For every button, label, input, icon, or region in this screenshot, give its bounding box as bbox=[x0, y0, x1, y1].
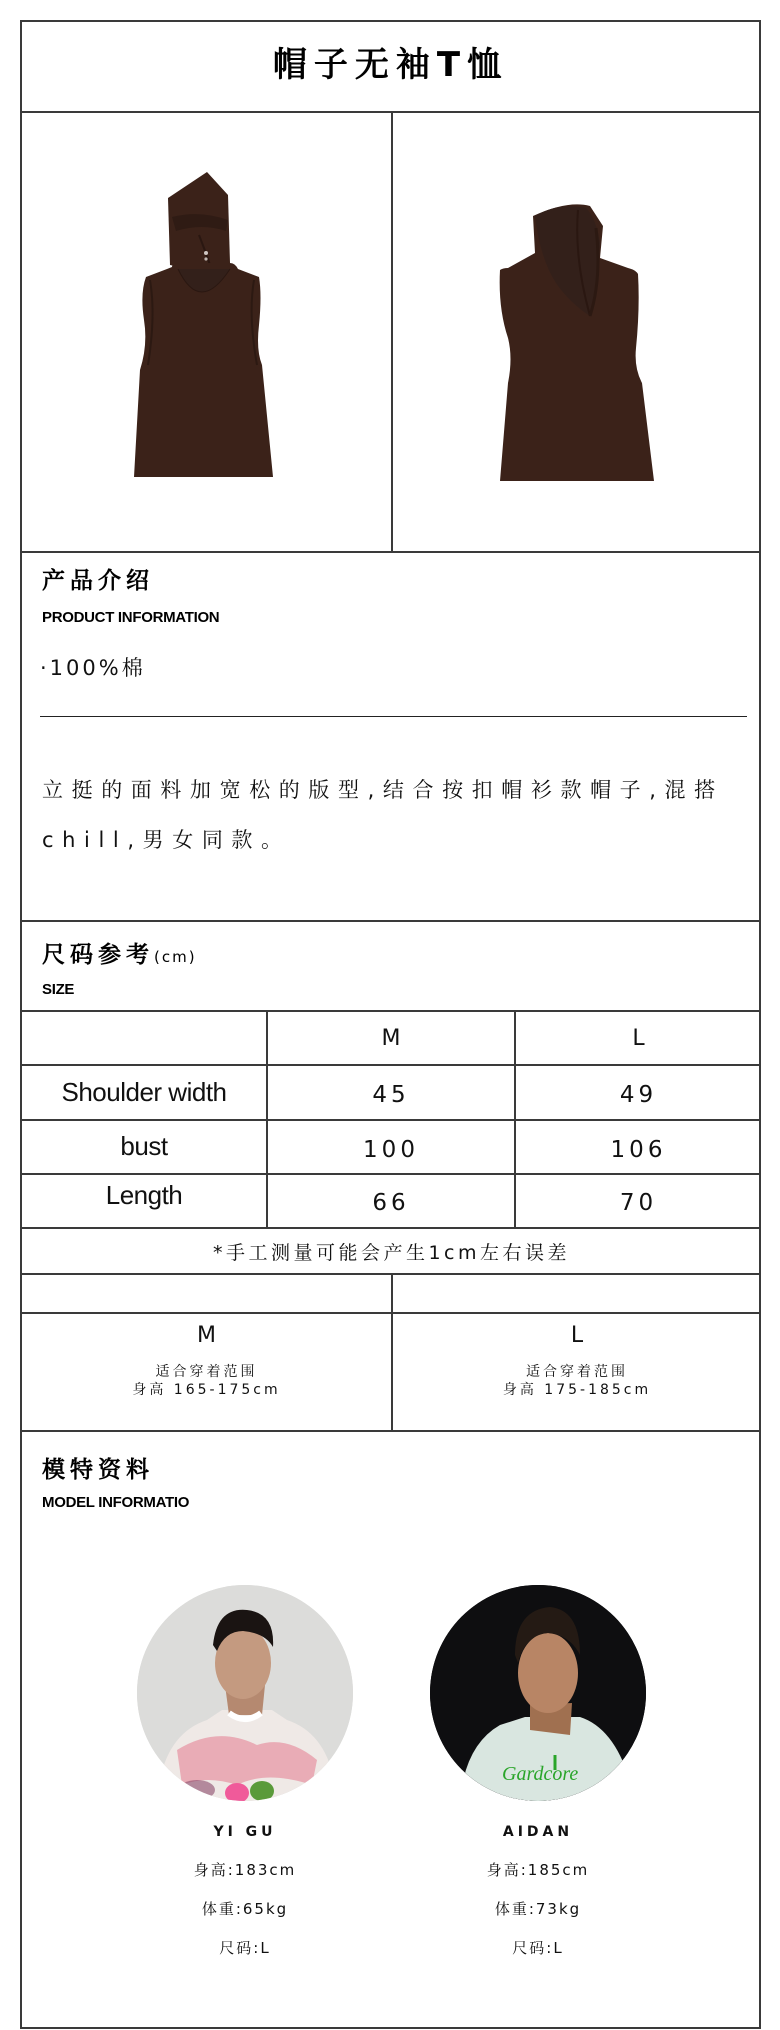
table-header-l: L bbox=[632, 1025, 645, 1051]
table-cell: 100 bbox=[363, 1137, 419, 1163]
description-line-1: 立挺的面料加宽松的版型,结合按扣帽衫款帽子,混搭 bbox=[42, 778, 724, 802]
model-name: YI GU bbox=[213, 1824, 277, 1840]
divider bbox=[20, 920, 761, 922]
shirt-print-text: Gardcore bbox=[502, 1763, 579, 1785]
fit-card-m bbox=[22, 1323, 391, 1399]
fit-card-l bbox=[393, 1323, 761, 1399]
table-row-label: Length bbox=[105, 1179, 183, 1210]
page-title: 帽子无袖T恤 bbox=[272, 45, 509, 85]
table-row-label: Shoulder width bbox=[61, 1077, 227, 1107]
product-info-subtitle: PRODUCT INFORMATION bbox=[42, 609, 220, 626]
model-info-subtitle: MODEL INFORMATIO bbox=[42, 1494, 190, 1511]
divider bbox=[20, 551, 761, 553]
size-chart-subtitle: SIZE bbox=[42, 981, 75, 998]
model-card-aidan bbox=[428, 1820, 648, 1960]
table-cell: 45 bbox=[372, 1081, 410, 1108]
table-cell: 49 bbox=[619, 1081, 658, 1108]
description-line-2: chill,男女同款。 bbox=[42, 828, 291, 852]
model-card-yi-gu bbox=[135, 1820, 355, 1960]
hooded-sleeveless-tee-back-icon bbox=[478, 198, 683, 488]
section-rule bbox=[40, 716, 747, 717]
fit-range: 身高 175-185cm bbox=[502, 1382, 652, 1398]
fit-range: 身高 165-175cm bbox=[132, 1382, 281, 1398]
person-portrait-icon bbox=[137, 1585, 353, 1801]
model-weight: 体重:65kg bbox=[201, 1900, 289, 1918]
fit-desc: 适合穿着范围 bbox=[526, 1364, 628, 1380]
fit-desc: 适合穿着范围 bbox=[155, 1364, 258, 1380]
table-cell: 70 bbox=[619, 1190, 658, 1216]
product-image-back[interactable] bbox=[478, 198, 683, 488]
model-info-title: 模特资料 bbox=[42, 1457, 154, 1483]
model-height: 身高:185cm bbox=[486, 1861, 590, 1879]
table-header-m: M bbox=[381, 1025, 401, 1051]
size-chart-title bbox=[42, 941, 197, 971]
person-portrait-icon bbox=[430, 1585, 646, 1801]
fit-size-label: M bbox=[197, 1323, 216, 1348]
model-avatar-yi-gu[interactable] bbox=[137, 1585, 353, 1801]
measurement-note: *手工测量可能会产生1cm左右误差 bbox=[212, 1241, 571, 1264]
model-avatar-aidan[interactable] bbox=[430, 1585, 646, 1801]
fit-size-label: L bbox=[570, 1323, 584, 1348]
model-weight: 体重:73kg bbox=[494, 1900, 582, 1918]
size-chart-title-text: 尺码参考 bbox=[42, 942, 154, 968]
table-header-blank bbox=[22, 1012, 266, 1064]
model-name: AIDAN bbox=[502, 1824, 574, 1840]
divider bbox=[20, 1312, 761, 1314]
table-cell: 66 bbox=[372, 1190, 410, 1216]
hooded-sleeveless-tee-front-icon bbox=[120, 165, 310, 485]
divider bbox=[391, 111, 393, 552]
product-description bbox=[42, 765, 757, 865]
model-height: 身高:183cm bbox=[193, 1861, 297, 1879]
product-info-title: 产品介绍 bbox=[42, 568, 154, 594]
product-image-front[interactable] bbox=[120, 165, 310, 485]
table-cell: 106 bbox=[610, 1137, 667, 1163]
model-size: 尺码:L bbox=[219, 1939, 271, 1957]
table-row-label: bust bbox=[120, 1130, 168, 1161]
model-size: 尺码:L bbox=[512, 1939, 564, 1957]
divider bbox=[20, 1430, 761, 1432]
size-unit: (cm) bbox=[154, 948, 197, 966]
material-text: ·100%棉 bbox=[40, 656, 146, 680]
